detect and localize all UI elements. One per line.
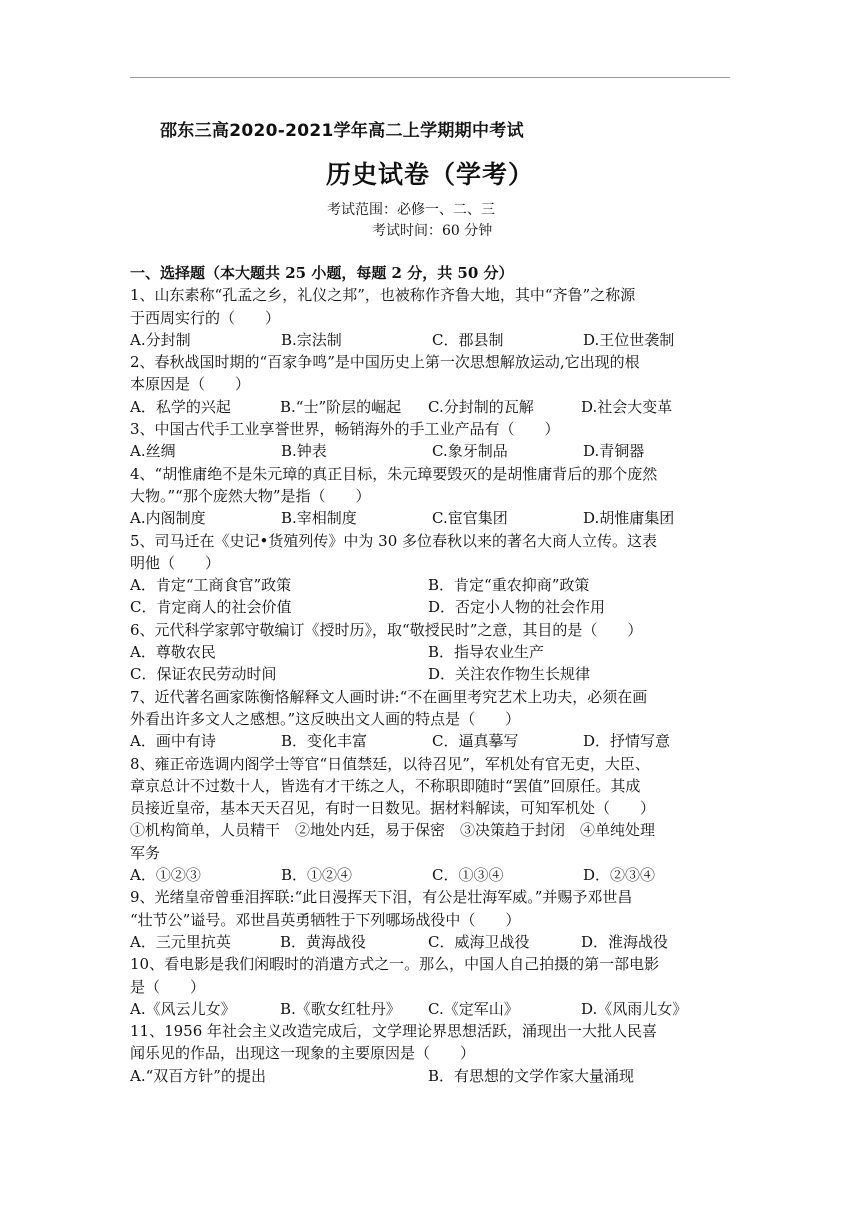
- option-a: A．私学的兴起: [130, 397, 231, 416]
- question-stem: 大物。”“那个庞然大物”是指（ ）: [130, 486, 371, 505]
- answer-options: [130, 641, 734, 663]
- option-c: C.象牙制品: [432, 442, 508, 461]
- question-stem: 10、看电影是我们闲暇时的消遣方式之一。那么，中国人自己拍摄的第一部电影: [130, 955, 660, 974]
- option-d: D.《风雨儿女》: [581, 999, 688, 1018]
- option-a: A.丝绸: [130, 442, 176, 461]
- option-b: B.钟表: [281, 442, 327, 461]
- answer-options: [130, 507, 734, 529]
- option-a: A.“双百方针”的提出: [130, 1066, 266, 1085]
- answer-options: [130, 663, 734, 685]
- question-stem: 2、春秋战国时期的“百家争鸣”是中国历史上第一次思想解放运动,它出现的根: [130, 353, 640, 372]
- option-a: A．三元里抗英: [130, 932, 231, 951]
- school-heading: 邵东三高2020-2021学年高二上学期期中考试: [160, 121, 524, 141]
- answer-options: [130, 596, 734, 618]
- question-stem: 7、近代著名画家陈衡恪解释文人画时讲:“不在画里考究艺术上功夫，必须在画: [130, 687, 648, 706]
- question-stem: ①机构简单，人员精干 ②地处内廷，易于保密 ③决策趋于封闭 ④单纯处理: [130, 821, 656, 840]
- option-c: C．逼真摹写: [432, 732, 519, 751]
- option-a: A.《风云儿女》: [130, 999, 236, 1018]
- question-stem: 员接近皇帝，基本天天召见，有时一日数见。据材料解读，可知军机处（ ）: [130, 799, 656, 818]
- option-b: B.宰相制度: [281, 509, 357, 528]
- option-c: C．肯定商人的社会价值: [130, 598, 292, 617]
- option-a: A.内阁制度: [130, 509, 206, 528]
- question-stem: 军务: [130, 843, 161, 862]
- question-stem: 4、“胡惟庸绝不是朱元璋的真正目标，朱元璋要毁灭的是胡惟庸背后的那个庞然: [130, 464, 658, 483]
- answer-options: [130, 440, 734, 462]
- option-a: A.分封制: [130, 330, 191, 349]
- answer-options: [130, 730, 734, 752]
- answer-options: [130, 329, 734, 351]
- option-c: C．①③④: [432, 866, 504, 885]
- section-heading: 一、选择题（本大题共 25 小题，每题 2 分，共 50 分）: [130, 264, 514, 282]
- question-stem: 3、中国古代手工业享誉世界，畅销海外的手工业产品有（ ）: [130, 420, 560, 439]
- option-a: A．肯定“工商食官”政策: [130, 576, 292, 595]
- option-d: D．否定小人物的社会作用: [428, 598, 606, 617]
- option-d: D.社会大变革: [581, 397, 673, 416]
- question-stem: 章京总计不过数十人，皆选有才干练之人，不称职即随时“罢值”回原任。其成: [130, 776, 641, 795]
- option-b: B．肯定“重农抑商”政策: [428, 576, 590, 595]
- page-title: 历史试卷（学考）: [325, 160, 534, 189]
- option-b: B.宗法制: [281, 330, 342, 349]
- option-b: B．指导农业生产: [428, 643, 545, 662]
- top-rule: [130, 77, 730, 78]
- option-b: B．有思想的文学作家大量涌现: [428, 1066, 635, 1085]
- question-stem: “壮节公”谥号。邓世昌英勇牺牲于下列哪场战役中（ ）: [130, 910, 521, 929]
- answer-options: [130, 931, 734, 953]
- question-stem: 11、1956 年社会主义改造完成后，文学理论界思想活跃，涌现出一大批人民喜: [130, 1022, 658, 1041]
- option-a: A．画中有诗: [130, 732, 216, 751]
- question-list: [130, 262, 734, 1087]
- exam-scope: 考试范围：必修一、二、三: [327, 202, 495, 218]
- question-stem: 1、山东素称“孔孟之乡，礼仪之邦”，也被称作齐鲁大地，其中“齐鲁”之称源: [130, 286, 636, 305]
- answer-options: [130, 396, 734, 418]
- option-d: D.青铜器: [583, 442, 645, 461]
- option-b: B．变化丰富: [281, 732, 368, 751]
- option-d: D．抒情写意: [583, 732, 671, 751]
- option-c: C．保证农民劳动时间: [130, 665, 277, 684]
- option-d: D.王位世袭制: [583, 330, 675, 349]
- option-a: A．尊敬农民: [130, 643, 216, 662]
- option-a: A．①②③: [130, 866, 201, 885]
- question-stem: 6、元代科学家郭守敬编订《授时历》，取“敬授民时”之意，其目的是（ ）: [130, 620, 643, 639]
- question-stem: 外看出许多文人之感想。”这反映出文人画的特点是（ ）: [130, 709, 521, 728]
- option-c: C．威海卫战役: [428, 932, 530, 951]
- option-b: B．黄海战役: [280, 932, 367, 951]
- answer-options: [130, 574, 734, 596]
- question-stem: 本原因是（ ）: [130, 375, 251, 394]
- option-c: C．郡县制: [432, 330, 504, 349]
- answer-options: [130, 864, 734, 886]
- question-stem: 明他（ ）: [130, 553, 221, 572]
- question-stem: 9、光绪皇帝曾垂泪挥联:“此日漫挥天下泪，有公是壮海军威。”并赐予邓世昌: [130, 888, 633, 907]
- option-d: D．关注农作物生长规律: [428, 665, 591, 684]
- answer-options: [130, 1065, 734, 1087]
- option-c: C.《定军山》: [428, 999, 519, 1018]
- question-stem: 8、雍正帝选调内阁学士等官“日值禁廷，以待召见”，军机处有官无吏，大臣、: [130, 754, 650, 773]
- option-c: C.宦官集团: [432, 509, 508, 528]
- exam-time: 考试时间：60 分钟: [372, 223, 493, 239]
- option-d: D.胡惟庸集团: [583, 509, 675, 528]
- question-stem: 5、司马迁在《史记•货殖列传》中为 30 多位春秋以来的著名大商人立传。这表: [130, 531, 658, 550]
- answer-options: [130, 998, 734, 1020]
- option-d: D．②③④: [583, 866, 656, 885]
- option-c: C.分封制的瓦解: [428, 397, 534, 416]
- question-stem: 闻乐见的作品，出现这一现象的主要原因是（ ）: [130, 1044, 476, 1063]
- question-stem: 是（ ）: [130, 977, 206, 996]
- option-b: B.《歌女红牡丹》: [280, 999, 401, 1018]
- option-b: B.“士”阶层的崛起: [280, 397, 402, 416]
- option-b: B．①②④: [281, 866, 353, 885]
- option-d: D．淮海战役: [581, 932, 669, 951]
- question-stem: 于西周实行的（ ）: [130, 308, 281, 327]
